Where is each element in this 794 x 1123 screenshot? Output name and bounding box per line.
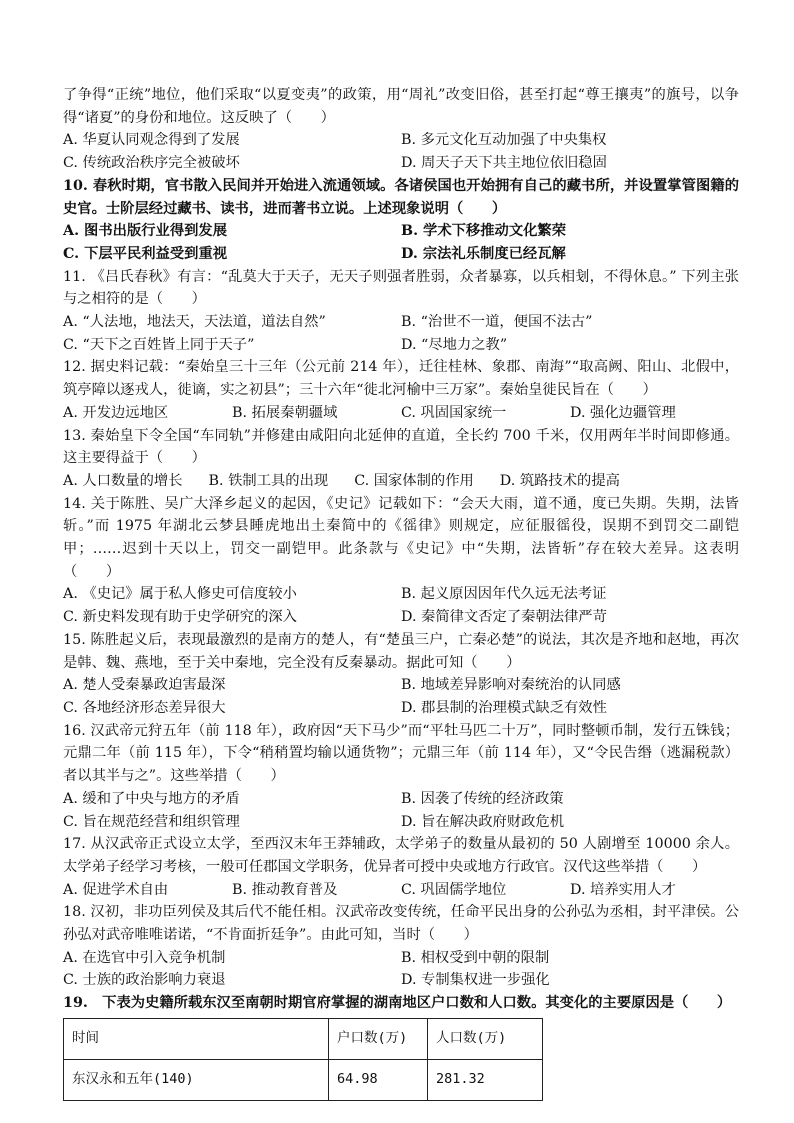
option-a[interactable]: A. 促进学术自由 bbox=[63, 881, 169, 898]
option-b[interactable]: B. 起义原因因年代久远无法考证 bbox=[401, 586, 607, 603]
option-d[interactable]: D. 郡县制的治理模式缺乏有效性 bbox=[401, 699, 607, 716]
option-a[interactable]: A. 缓和了中央与地方的矛盾 bbox=[63, 790, 240, 807]
question-18-stem: 18. 汉初，非功臣列侯及其后代不能任相。汉武帝改变传统，任命平民出身的公孙弘为丞相，封平津侯。公孙弘对武帝唯唯诺诺，“不肯面折廷争”。由此可知，当时（ ） bbox=[63, 904, 739, 944]
option-a[interactable]: A. 开发边远地区 bbox=[63, 404, 169, 421]
question-15-options bbox=[63, 674, 739, 697]
question-11-options bbox=[63, 334, 739, 357]
option-d[interactable]: D. 培养实用人才 bbox=[570, 881, 676, 898]
option-c[interactable]: C. 新史料发现有助于史学研究的深入 bbox=[63, 609, 297, 626]
option-c[interactable]: C. 传统政治秩序完全被破坏 bbox=[63, 155, 240, 172]
option-a[interactable]: A. 在选官中引入竞争机制 bbox=[63, 949, 226, 966]
question-10-options bbox=[63, 243, 739, 266]
table-cell: 281.32 bbox=[428, 1059, 543, 1100]
option-c[interactable]: C. 国家体制的作用 bbox=[354, 472, 474, 489]
question-9-stem: 了争得“正统”地位，他们采取“以夏变夷”的政策，用“周礼”改变旧俗，甚至打起“尊王攘夷”的旗号，以争得“诸夏”的身份和地位。这反映了（ ） bbox=[63, 87, 739, 126]
question-11-stem: 11. 《吕氏春秋》有言：“乱莫大于天子，无天子则强者胜弱，众者暴寡，以兵相刬，不得休息。” 下列主张与之相符的是（ ） bbox=[63, 268, 739, 308]
question-12-stem: 12. 据史料记载：“秦始皇三十三年（公元前 214 年），迁往桂林、象郡、南海”“取高阙、阳山、北假中，筑亭障以逐戎人，徙谪，实之初县”；三十六年“徙北河榆中三万家”。秦始皇徙民旨在（ ） bbox=[63, 359, 739, 399]
option-a[interactable]: A. 楚人受秦暴政迫害最深 bbox=[63, 677, 226, 694]
question-14-options bbox=[63, 606, 739, 629]
option-d[interactable]: D. 宗法礼乐制度已经瓦解 bbox=[401, 245, 566, 262]
table-header-cell: 时间 bbox=[64, 1018, 329, 1059]
option-c[interactable]: C. 下层平民利益受到重视 bbox=[63, 245, 228, 262]
table-header-row bbox=[64, 1018, 543, 1059]
question-15-stem: 15. 陈胜起义后，表现最激烈的是南方的楚人，有“楚虽三户，亡秦必楚”的说法，其次是齐地和赵地，再次是韩、魏、燕地，至于关中秦地，完全没有反秦暴动。据此可知（ ） bbox=[63, 631, 739, 671]
exam-page bbox=[63, 84, 739, 1101]
option-c[interactable]: C. 士族的政治影响力衰退 bbox=[63, 972, 226, 989]
question-10-stem: 10. 春秋时期，官书散入民间并开始进入流通领域。各诸侯国也开始拥有自己的藏书所，并设置掌管图籍的史官。士阶层经过藏书、读书，进而著书立说。上述现象说明（ ） bbox=[63, 177, 739, 217]
question-11-options bbox=[63, 311, 739, 334]
option-a[interactable]: A. 人口数量的增长 bbox=[63, 472, 183, 489]
option-a[interactable]: A. “人法地，地法天，天法道，道法自然” bbox=[63, 314, 326, 331]
table-cell: 东汉永和五年(140) bbox=[64, 1059, 329, 1100]
question-9-options bbox=[63, 129, 739, 152]
question-15-options bbox=[63, 697, 739, 720]
question-16-options bbox=[63, 811, 739, 834]
option-c[interactable]: C. 巩固国家统一 bbox=[401, 404, 507, 421]
option-b[interactable]: B. 学术下移推动文化繁荣 bbox=[401, 223, 567, 240]
option-b[interactable]: B. 因袭了传统的经济政策 bbox=[401, 790, 564, 807]
table-header-cell: 人口数(万) bbox=[428, 1018, 543, 1059]
question-19-stem: 19. 下表为史籍所载东汉至南朝时期官府掌握的湖南地区户口数和人口数。其变化的主要原因是（ ） bbox=[63, 995, 732, 1012]
question-9-options bbox=[63, 152, 739, 175]
option-b[interactable]: B. 铁制工具的出现 bbox=[208, 472, 329, 489]
table-row bbox=[64, 1059, 543, 1100]
question-16-stem: 16. 汉武帝元狩五年（前 118 年），政府因“天下马少”而“平牡马匹二十万”，同时整顿币制，发行五铢钱；元鼎二年（前 115 年），下令“稍稍置均输以通货物”；元鼎三年（前 114 年），又“令民告缗（逃漏税款）者以其半与之”。这些举措（ ） bbox=[63, 722, 739, 785]
table-header-cell: 户口数(万) bbox=[329, 1018, 428, 1059]
question-17-stem: 17. 从汉武帝正式设立太学，至西汉末年王莽辅政，太学弟子的数量从最初的 50 人剧增至 10000 余人。太学弟子经学习考核，一般可任郡国文学职务，优异者可授中央或地方行政官。汉代这些举措（ ） bbox=[63, 836, 739, 875]
question-13-stem: 13. 秦始皇下令全国“车同轨”并修建由咸阳向北延伸的直道，全长约 700 千米，仅用两年半时间即修通。这主要得益于（ ） bbox=[63, 427, 739, 467]
option-b[interactable]: B. “治世不一道，便国不法古” bbox=[401, 314, 593, 331]
question-10-options bbox=[63, 220, 739, 243]
question-14-options bbox=[63, 583, 739, 606]
option-b[interactable]: B. 推动教育普及 bbox=[232, 881, 338, 898]
option-d[interactable]: D. 周天子天下共主地位依旧稳固 bbox=[401, 155, 607, 172]
option-b[interactable]: B. 相权受到中朝的限制 bbox=[401, 949, 550, 966]
option-d[interactable]: D. 秦简律文否定了秦朝法律严苛 bbox=[401, 609, 607, 626]
option-d[interactable]: D. 专制集权进一步强化 bbox=[401, 972, 550, 989]
option-d[interactable]: D. 旨在解决政府财政危机 bbox=[401, 813, 565, 830]
option-d[interactable]: D. 筑路技术的提高 bbox=[499, 472, 620, 489]
option-c[interactable]: C. “天下之百姓皆上同于天子” bbox=[63, 336, 255, 353]
question-18-options bbox=[63, 969, 739, 992]
question-12-options bbox=[63, 402, 739, 425]
option-d[interactable]: D. 强化边疆管理 bbox=[570, 404, 676, 421]
option-c[interactable]: C. 巩固儒学地位 bbox=[401, 881, 507, 898]
option-b[interactable]: B. 多元文化互动加强了中央集权 bbox=[401, 132, 607, 149]
question-13-options bbox=[63, 470, 739, 493]
option-b[interactable]: B. 地域差异影响对秦统治的认同感 bbox=[401, 677, 621, 694]
population-table bbox=[63, 1018, 543, 1101]
option-a[interactable]: A. 华夏认同观念得到了发展 bbox=[63, 132, 240, 149]
option-a[interactable]: A. 《史记》属于私人修史可信度较小 bbox=[63, 586, 297, 603]
option-b[interactable]: B. 拓展秦朝疆域 bbox=[232, 404, 338, 421]
option-a[interactable]: A. 图书出版行业得到发展 bbox=[63, 223, 228, 240]
option-c[interactable]: C. 旨在规范经营和组织管理 bbox=[63, 813, 240, 830]
question-17-options bbox=[63, 879, 739, 902]
question-14-stem: 14. 关于陈胜、吴广大泽乡起义的起因，《史记》记载如下：“会天大雨，道不通，度已失期。失期，法皆斩。”而 1975 年湖北云梦县睡虎地出土秦简中的《徭律》则规定，应征服徭役，误期不到罚交二副铠甲；……迟到十天以上，罚交一副铠甲。此条款与《史记》中“失期，法皆斩”存在较大差异。这表明（ ） bbox=[63, 495, 739, 580]
question-18-options bbox=[63, 947, 739, 970]
option-d[interactable]: D. “尽地力之教” bbox=[401, 336, 508, 353]
table-cell: 64.98 bbox=[329, 1059, 428, 1100]
option-c[interactable]: C. 各地经济形态差异很大 bbox=[63, 699, 226, 716]
question-16-options bbox=[63, 788, 739, 811]
